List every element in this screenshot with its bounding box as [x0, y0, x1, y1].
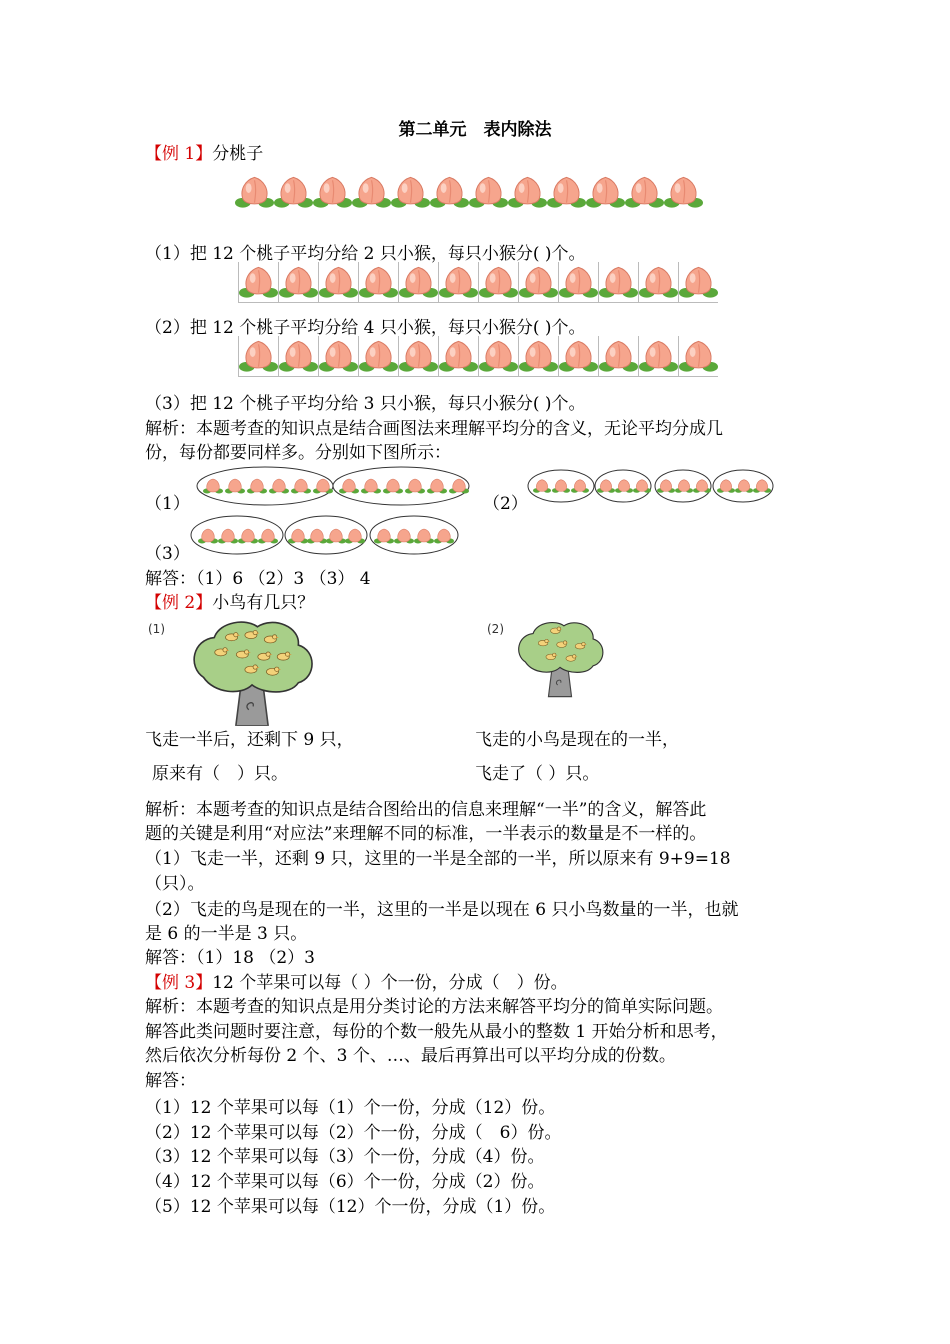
- picture-label-2: (2): [487, 622, 504, 636]
- example3-answer-item: （4）12 个苹果可以每（6）个一份，分成（2）份。: [145, 1172, 545, 1192]
- example3-analysis-line-3: 然后依次分析每份 2 个、3 个、…、最后再算出可以平均分成的份数。: [145, 1046, 676, 1066]
- peach-icon: [518, 336, 558, 376]
- example2-analysis-line-2: 题的关键是利用“对应法”来理解不同的标准，一半表示的数量是不一样的。: [145, 824, 707, 844]
- tree-with-birds-2: [510, 612, 610, 712]
- peach-icon: [278, 262, 318, 302]
- example2-part2-line-1: （2）飞走的鸟是现在的一半，这里的一半是以现在 6 只小鸟数量的一半，也就: [145, 900, 739, 920]
- example3-answer-item: （3）12 个苹果可以每（3）个一份，分成（4）份。: [145, 1147, 545, 1167]
- peach-icon: [558, 262, 598, 302]
- peach-icon: [678, 262, 718, 302]
- example2-tag: 【例 2】: [145, 593, 213, 613]
- figure-label-1: （1）: [145, 494, 190, 514]
- peach-icon: [547, 172, 586, 212]
- peach-icon: [318, 336, 358, 376]
- example2-analysis-line-1: 解析：本题考查的知识点是结合图给出的信息来理解“一半”的含义，解答此: [145, 800, 707, 820]
- example2-part1-line-1: （1）飞走一半，还剩 9 只，这里的一半是全部的一半，所以原来有 9+9=18: [145, 849, 731, 869]
- peach-icon: [274, 172, 313, 212]
- example3-tag: 【例 3】: [145, 973, 213, 993]
- grouping-figure-thirds: [190, 514, 460, 556]
- peach-icon: [638, 262, 678, 302]
- example1-question-1: （1）把 12 个桃子平均分给 2 只小猴，每只小猴分( )个。: [145, 244, 586, 264]
- example2-part1-line-2: （只）。: [145, 874, 205, 894]
- example2-title: 小鸟有几只？: [212, 593, 315, 613]
- peach-icon: [478, 262, 518, 302]
- grouping-figure-quarters: [527, 468, 775, 504]
- peach-icon: [438, 262, 478, 302]
- peach-icon: [398, 262, 438, 302]
- example3-answer-label: 解答：: [145, 1071, 196, 1091]
- example3-analysis-line-1: 解析：本题考查的知识点是用分类讨论的方法来解答平均分的简单实际问题。: [145, 997, 723, 1017]
- peach-icon: [598, 262, 638, 302]
- example1-heading: [145, 142, 263, 166]
- peach-icon: [391, 172, 430, 212]
- peach-icon: [398, 336, 438, 376]
- example2-left-line-2: 原来有（ ）只。: [152, 764, 288, 784]
- peach-icon: [625, 172, 664, 212]
- example2-answer: 解答：（1）18 （2）3: [145, 948, 315, 968]
- peach-icon: [313, 172, 352, 212]
- peach-icon: [358, 262, 398, 302]
- example3-heading: [145, 971, 568, 995]
- peach-icon: [664, 172, 703, 212]
- page-title: 第二单元 表内除法: [398, 120, 552, 140]
- example3-answer-item: （1）12 个苹果可以每（1）个一份，分成（12）份。: [145, 1098, 556, 1118]
- peach-icon: [508, 172, 547, 212]
- picture-label-1: (1): [148, 622, 165, 636]
- peach-icon: [478, 336, 518, 376]
- peach-row-divided-2: [238, 336, 718, 377]
- peach-icon: [518, 262, 558, 302]
- example3-answer-item: （2）12 个苹果可以每（2）个一份，分成（ 6）份。: [145, 1123, 562, 1143]
- example1-analysis-line-2: 份，每份都要同样多。分别如下图所示：: [145, 443, 451, 463]
- example1-answer: 解答：（1）6 （2）3 （3） 4: [145, 569, 371, 589]
- example2-heading: [145, 591, 314, 615]
- peach-icon: [558, 336, 598, 376]
- example1-question-2: （2）把 12 个桃子平均分给 4 只小猴，每只小猴分( )个。: [145, 318, 586, 338]
- peach-icon: [358, 336, 398, 376]
- example3-question: 12 个苹果可以每（ ）个一份，分成（ ）份。: [212, 973, 568, 993]
- example1-question-3: （3）把 12 个桃子平均分给 3 只小猴，每只小猴分( )个。: [145, 394, 586, 414]
- peach-icon: [586, 172, 625, 212]
- example2-left-line-1: 飞走一半后，还剩下 9 只，: [145, 730, 354, 750]
- example3-answer-item: （5）12 个苹果可以每（12）个一份，分成（1）份。: [145, 1197, 556, 1217]
- peach-icon: [352, 172, 391, 212]
- figure-label-3: （3）: [145, 544, 190, 564]
- peach-icon: [278, 336, 318, 376]
- example2-right-line-1: 飞走的小鸟是现在的一半，: [475, 730, 679, 750]
- peach-icon: [238, 336, 278, 376]
- peach-row-plain: [235, 172, 703, 212]
- example2-part2-line-2: 是 6 的一半是 3 只。: [145, 924, 308, 944]
- figure-label-2: （2）: [483, 494, 528, 514]
- peach-icon: [238, 262, 278, 302]
- peach-row-divided-1: [238, 262, 718, 303]
- grouping-figure-halves: [195, 466, 475, 508]
- peach-icon: [235, 172, 274, 212]
- peach-icon: [638, 336, 678, 376]
- peach-icon: [318, 262, 358, 302]
- peach-icon: [598, 336, 638, 376]
- example1-title: 分桃子: [212, 144, 264, 164]
- peach-icon: [438, 336, 478, 376]
- peach-icon: [678, 336, 718, 376]
- example3-analysis-line-2: 解答此类问题时要注意，每份的个数一般先从最小的整数 1 开始分析和思考，: [145, 1022, 728, 1042]
- example1-tag: 【例 1】: [145, 144, 213, 164]
- peach-icon: [469, 172, 508, 212]
- example2-right-line-2: 飞走了（ ）只。: [475, 764, 600, 784]
- tree-with-birds-1: [182, 618, 322, 726]
- example1-analysis-line-1: 解析：本题考查的知识点是结合画图法来理解平均分的含义，无论平均分成几: [145, 419, 723, 439]
- peach-icon: [430, 172, 469, 212]
